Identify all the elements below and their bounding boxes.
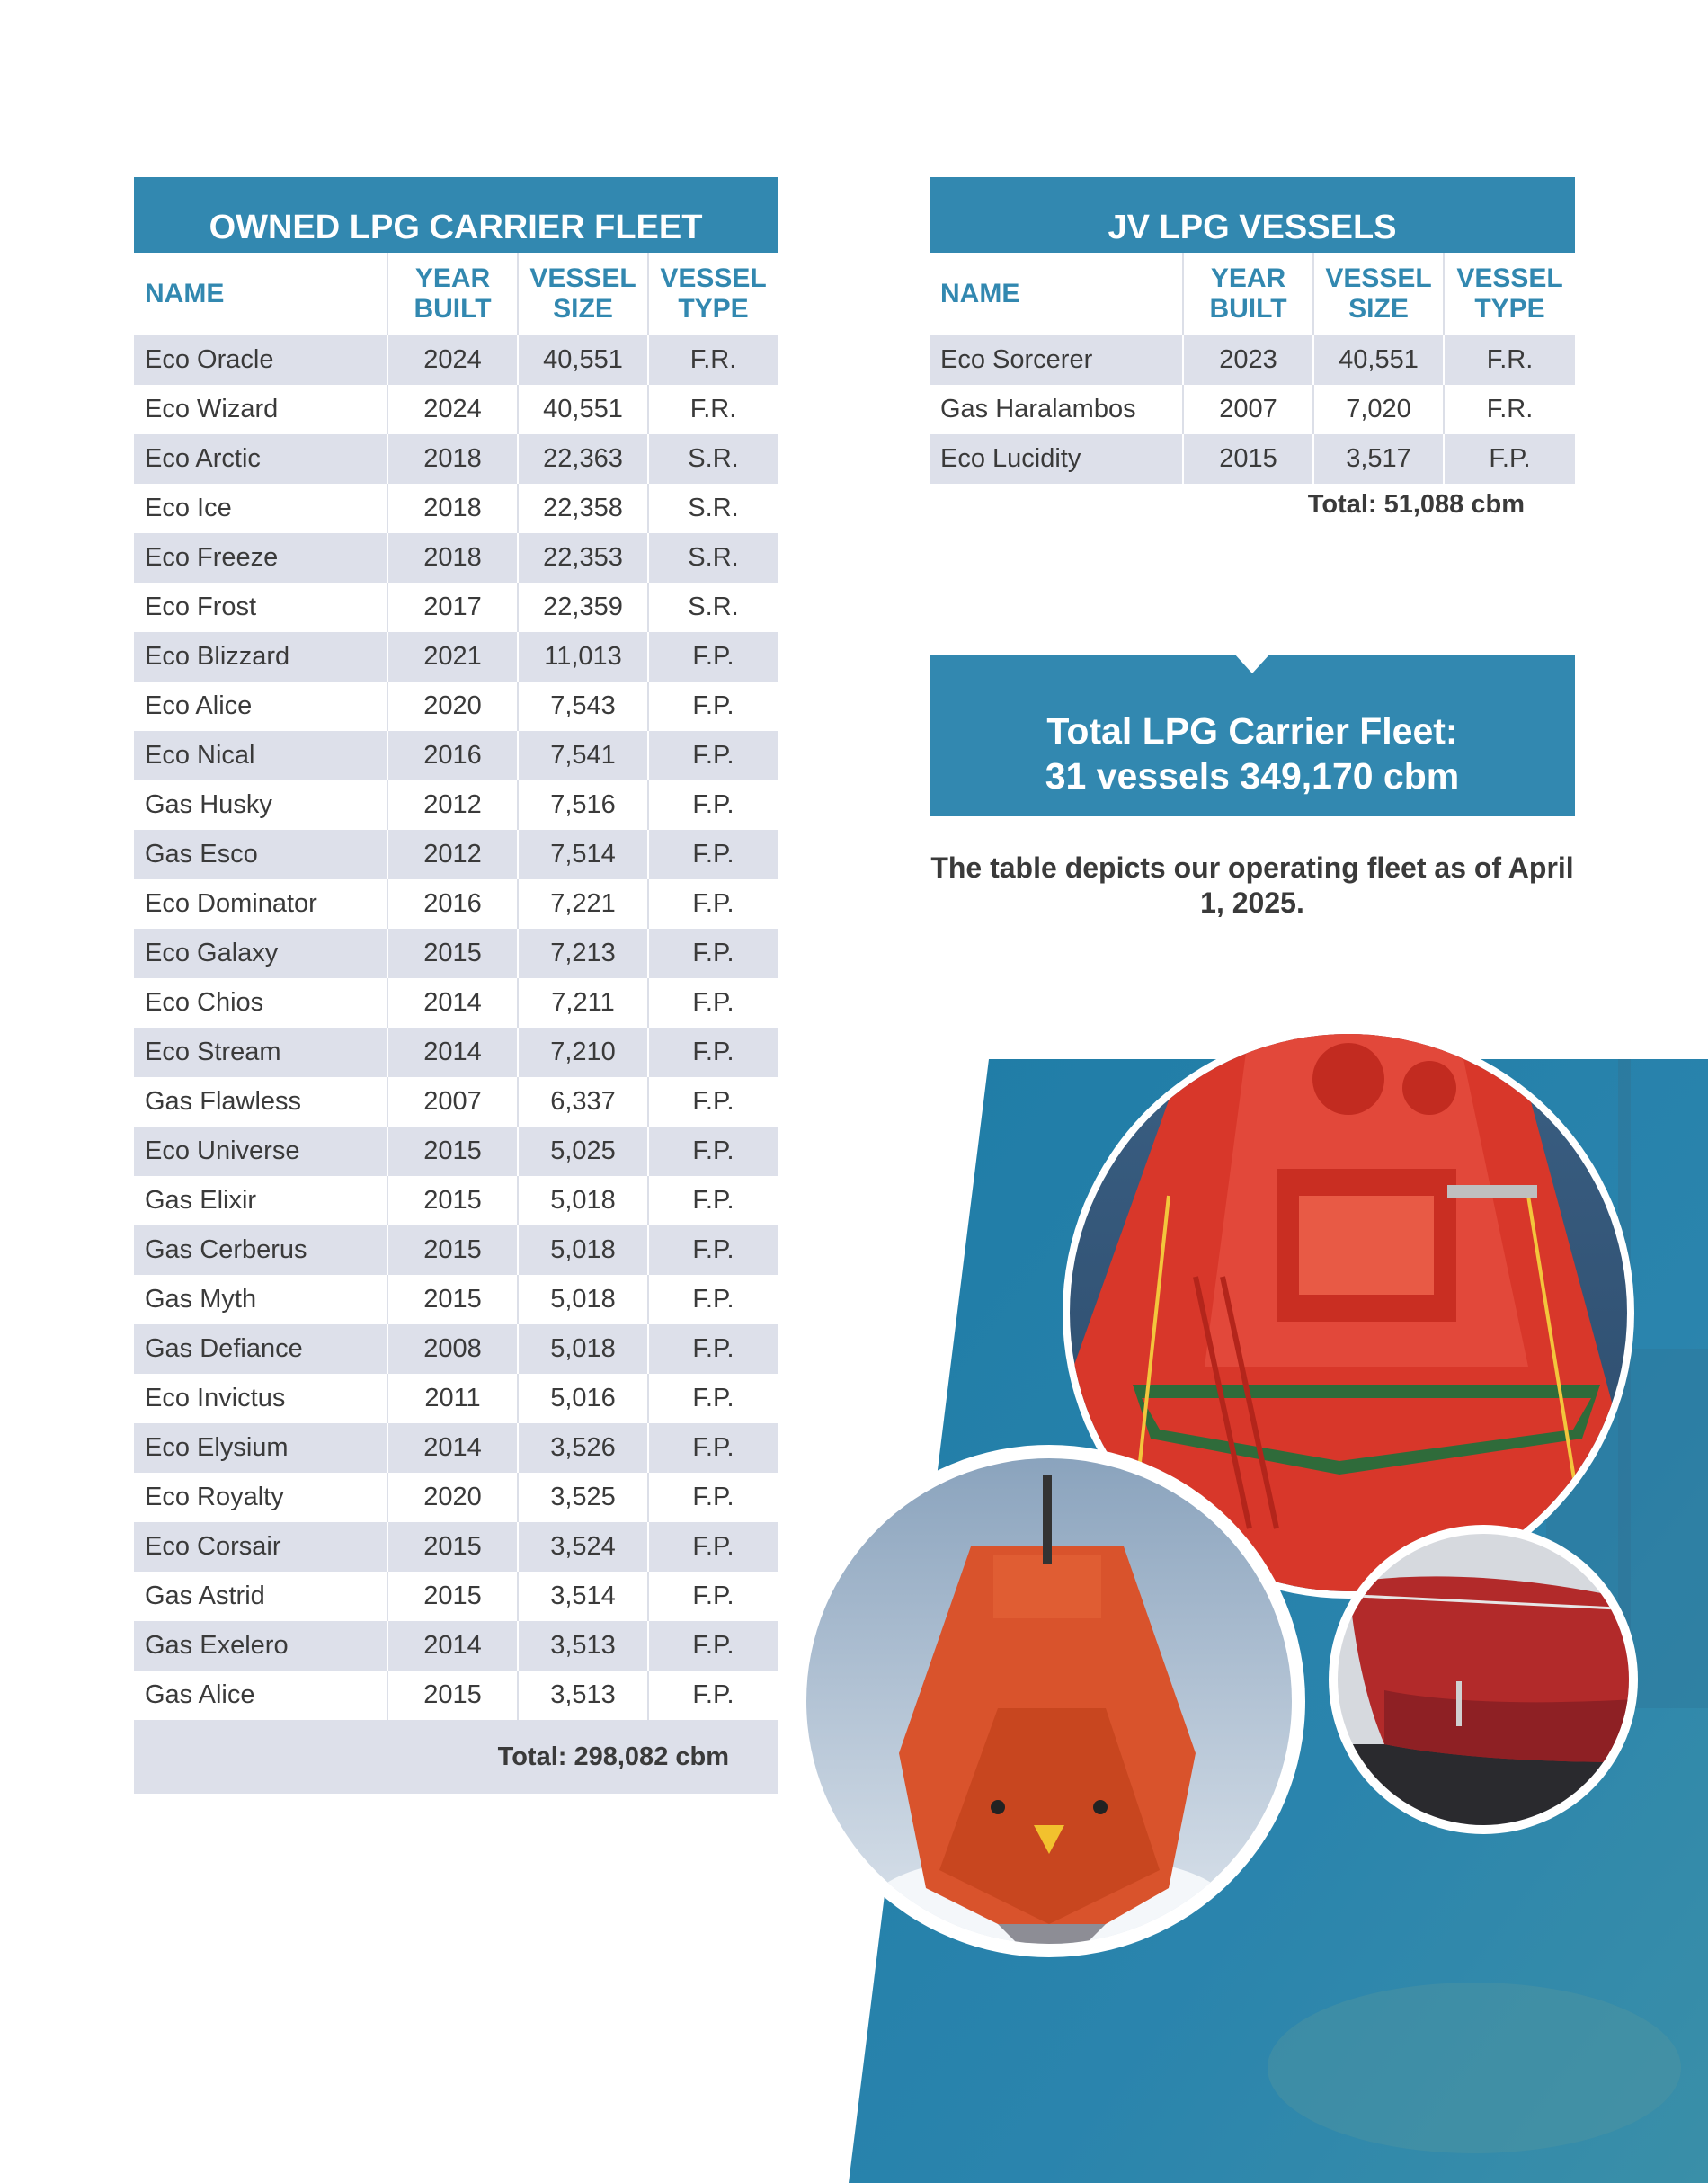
column-header-name: NAME — [930, 253, 1183, 335]
cell-year-built: 2008 — [387, 1324, 518, 1374]
cell-vessel-size: 7,543 — [518, 682, 648, 731]
cell-vessel-size: 3,517 — [1313, 434, 1444, 484]
cell-vessel-type: F.P. — [648, 929, 778, 978]
ship-bow-underway-photo — [793, 1445, 1305, 1960]
cell-year-built: 2015 — [387, 1127, 518, 1176]
cell-year-built: 2015 — [1183, 434, 1313, 484]
fleet-summary-line1: Total LPG Carrier Fleet: — [1046, 710, 1458, 752]
cell-vessel-type: F.R. — [648, 335, 778, 385]
cell-vessel-size: 5,018 — [518, 1225, 648, 1275]
cell-year-built: 2007 — [1183, 385, 1313, 434]
cell-name: Eco Galaxy — [134, 929, 387, 978]
cell-name: Eco Universe — [134, 1127, 387, 1176]
cell-name: Eco Lucidity — [930, 434, 1183, 484]
cell-year-built: 2011 — [387, 1374, 518, 1423]
cell-year-built: 2018 — [387, 434, 518, 484]
cell-vessel-type: F.P. — [648, 1028, 778, 1077]
cell-year-built: 2015 — [387, 1572, 518, 1621]
column-header-vessel-size: VESSEL SIZE — [518, 253, 648, 335]
cell-vessel-type: F.P. — [648, 1077, 778, 1127]
cell-year-built: 2014 — [387, 1423, 518, 1473]
cell-vessel-size: 22,363 — [518, 434, 648, 484]
cell-year-built: 2014 — [387, 1028, 518, 1077]
column-header-name: NAME — [134, 253, 387, 335]
cell-vessel-type: F.R. — [648, 385, 778, 434]
cell-vessel-type: F.P. — [648, 830, 778, 879]
cell-vessel-size: 7,211 — [518, 978, 648, 1028]
cell-vessel-type: F.R. — [1444, 335, 1575, 385]
cell-vessel-size: 5,018 — [518, 1176, 648, 1225]
cell-vessel-size: 3,526 — [518, 1423, 648, 1473]
cell-year-built: 2024 — [387, 385, 518, 434]
cell-vessel-size: 7,221 — [518, 879, 648, 929]
cell-vessel-size: 5,016 — [518, 1374, 648, 1423]
cell-year-built: 2020 — [387, 1473, 518, 1522]
cell-vessel-size: 3,524 — [518, 1522, 648, 1572]
column-header-year-built: YEAR BUILT — [387, 253, 518, 335]
cell-year-built: 2016 — [387, 879, 518, 929]
cell-vessel-type: F.P. — [648, 1275, 778, 1324]
jv-vessels-title: JV LPG VESSELS — [930, 177, 1575, 253]
cell-vessel-type: F.P. — [648, 1374, 778, 1423]
cell-vessel-size: 5,018 — [518, 1275, 648, 1324]
cell-vessel-size: 22,358 — [518, 484, 648, 533]
cell-vessel-type: F.P. — [648, 682, 778, 731]
column-header-vessel-type: VESSEL TYPE — [1444, 253, 1575, 335]
cell-vessel-size: 7,020 — [1313, 385, 1444, 434]
ship-hull-closeup-photo — [1329, 1525, 1638, 1834]
cell-vessel-size: 11,013 — [518, 632, 648, 682]
cell-name: Gas Astrid — [145, 1582, 265, 1610]
cell-year-built: 2015 — [387, 1522, 518, 1572]
cell-name: Eco Chios — [145, 988, 264, 1017]
cell-vessel-size: 7,516 — [518, 780, 648, 830]
cell-name: Eco Freeze — [134, 533, 387, 583]
cell-name: Gas Husky — [145, 790, 272, 819]
cell-vessel-type: F.P. — [648, 780, 778, 830]
owned-fleet-total: Total: 298,082 cbm — [134, 1720, 778, 1794]
cell-vessel-size: 3,514 — [518, 1572, 648, 1621]
cell-vessel-size: 5,025 — [518, 1127, 648, 1176]
cell-vessel-size: 3,513 — [518, 1671, 648, 1720]
owned-fleet-title: OWNED LPG CARRIER FLEET — [134, 177, 778, 253]
cell-year-built: 2014 — [387, 1621, 518, 1671]
cell-name: Eco Corsair — [134, 1522, 387, 1572]
cell-vessel-type: S.R. — [648, 533, 778, 583]
cell-year-built: 2024 — [387, 335, 518, 385]
cell-name: Gas Alice — [145, 1680, 255, 1709]
cell-year-built: 2015 — [387, 929, 518, 978]
cell-vessel-size: 3,513 — [518, 1621, 648, 1671]
cell-vessel-type: F.P. — [648, 731, 778, 780]
jv-vessels-total: Total: 51,088 cbm — [1307, 490, 1525, 519]
cell-year-built: 2023 — [1183, 335, 1313, 385]
column-header-vessel-size: VESSEL SIZE — [1313, 253, 1444, 335]
cell-vessel-type: F.P. — [648, 1423, 778, 1473]
cell-name: Gas Elixir — [145, 1186, 257, 1215]
cell-vessel-size: 7,514 — [518, 830, 648, 879]
cell-vessel-type: F.P. — [648, 1572, 778, 1621]
cell-name: Gas Flawless — [145, 1087, 302, 1116]
cell-vessel-size: 7,210 — [518, 1028, 648, 1077]
cell-name: Gas Defiance — [134, 1324, 387, 1374]
cell-vessel-size: 40,551 — [518, 335, 648, 385]
cell-vessel-type: F.P. — [648, 1473, 778, 1522]
cell-year-built: 2021 — [387, 632, 518, 682]
cell-vessel-size: 40,551 — [518, 385, 648, 434]
cell-name: Gas Haralambos — [940, 395, 1136, 423]
cell-vessel-type: F.P. — [648, 978, 778, 1028]
column-header-vessel-type: VESSEL TYPE — [648, 253, 778, 335]
cell-year-built: 2017 — [387, 583, 518, 632]
cell-name: Eco Elysium — [134, 1423, 387, 1473]
cell-year-built: 2016 — [387, 731, 518, 780]
cell-year-built: 2015 — [387, 1225, 518, 1275]
cell-name: Eco Oracle — [134, 335, 387, 385]
column-header-year-built: YEAR BUILT — [1183, 253, 1313, 335]
cell-vessel-type: F.P. — [648, 632, 778, 682]
cell-year-built: 2014 — [387, 978, 518, 1028]
cell-name: Eco Invictus — [145, 1384, 286, 1412]
cell-vessel-size: 5,018 — [518, 1324, 648, 1374]
cell-vessel-type: F.P. — [648, 1127, 778, 1176]
cell-vessel-type: F.P. — [648, 1671, 778, 1720]
cell-year-built: 2018 — [387, 533, 518, 583]
cell-vessel-size: 6,337 — [518, 1077, 648, 1127]
cell-name: Eco Sorcerer — [930, 335, 1183, 385]
cell-year-built: 2012 — [387, 830, 518, 879]
cell-vessel-size: 7,541 — [518, 731, 648, 780]
cell-year-built: 2015 — [387, 1275, 518, 1324]
cell-vessel-size: 22,353 — [518, 533, 648, 583]
cell-name: Gas Exelero — [134, 1621, 387, 1671]
cell-name: Gas Esco — [134, 830, 387, 879]
cell-year-built: 2012 — [387, 780, 518, 830]
cell-year-built: 2015 — [387, 1671, 518, 1720]
cell-name: Eco Dominator — [145, 889, 317, 918]
cell-vessel-type: F.R. — [1444, 385, 1575, 434]
cell-year-built: 2015 — [387, 1176, 518, 1225]
cell-year-built: 2020 — [387, 682, 518, 731]
cell-name: Eco Royalty — [145, 1483, 284, 1511]
fleet-note: The table depicts our operating fleet as of April 1, 2025. — [930, 851, 1574, 919]
cell-name: Eco Arctic — [134, 434, 387, 484]
cell-name: Eco Nical — [134, 731, 387, 780]
cell-name: Eco Blizzard — [134, 632, 387, 682]
cell-vessel-type: F.P. — [648, 1176, 778, 1225]
cell-vessel-type: F.P. — [648, 1522, 778, 1572]
cell-vessel-size: 3,525 — [518, 1473, 648, 1522]
cell-name: Eco Ice — [145, 494, 232, 522]
cell-name: Eco Frost — [145, 593, 257, 621]
cell-vessel-type: S.R. — [648, 583, 778, 632]
fleet-summary-line2: 31 vessels 349,170 cbm — [1045, 755, 1460, 797]
cell-vessel-type: S.R. — [648, 434, 778, 484]
cell-vessel-type: F.P. — [648, 1621, 778, 1671]
cell-year-built: 2018 — [387, 484, 518, 533]
cell-year-built: 2007 — [387, 1077, 518, 1127]
cell-vessel-type: F.P. — [648, 1225, 778, 1275]
cell-name: Eco Wizard — [145, 395, 279, 423]
cell-vessel-size: 40,551 — [1313, 335, 1444, 385]
cell-vessel-type: F.P. — [1444, 434, 1575, 484]
cell-name: Gas Myth — [145, 1285, 257, 1314]
cell-name: Eco Alice — [145, 691, 253, 720]
cell-vessel-type: F.P. — [648, 879, 778, 929]
cell-vessel-size: 7,213 — [518, 929, 648, 978]
cell-name: Gas Cerberus — [134, 1225, 387, 1275]
cell-vessel-size: 22,359 — [518, 583, 648, 632]
cell-name: Eco Stream — [134, 1028, 387, 1077]
cell-vessel-type: F.P. — [648, 1324, 778, 1374]
cell-vessel-type: S.R. — [648, 484, 778, 533]
